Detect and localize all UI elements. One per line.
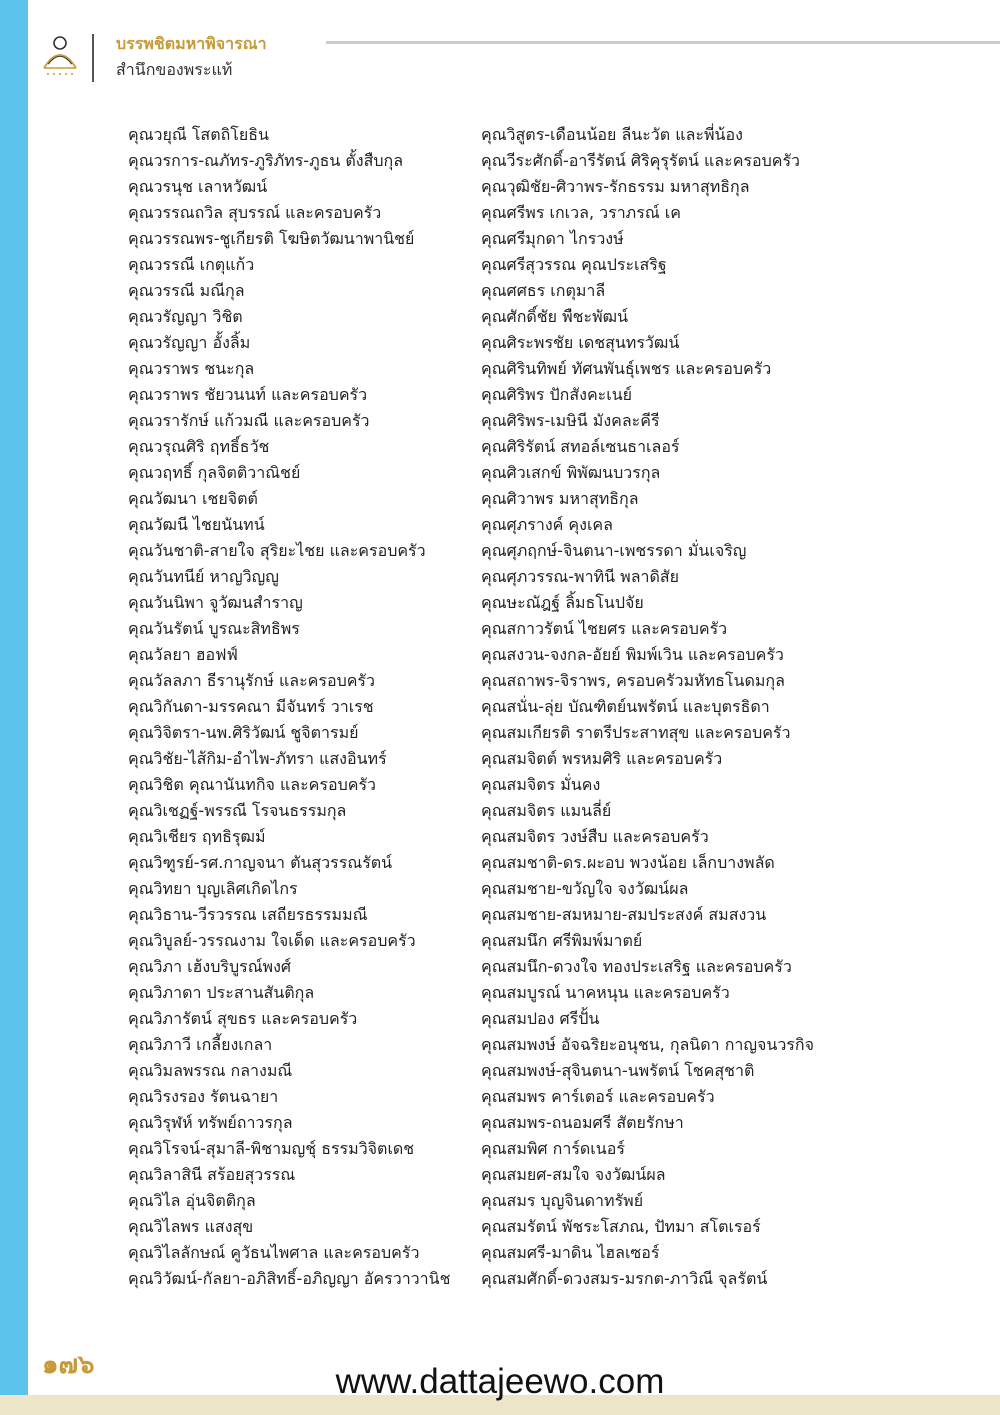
name-entry: คุณศิริรัตน์ สทอล์เซนธาเลอร์ [481,437,680,456]
header-title: บรรพชิตมหาพิจารณา [116,34,267,53]
name-entry: คุณวิฑูรย์-รศ.กาญจนา ตันสุวรรณรัตน์ [128,853,393,872]
name-entry: คุณสมปอง ศรีปั้น [481,1009,600,1028]
name-entry: คุณวรรณี เกตุแก้ว [128,255,255,274]
name-entry: คุณสมพิศ การ์ดเนอร์ [481,1139,625,1158]
name-entry: คุณศุภรางค์ คุงเคล [481,515,613,534]
name-entry: คุณสมจิตต์ พรหมศิริ และครอบครัว [481,749,723,768]
name-entry: คุณสมร บุญจินดาทรัพย์ [481,1191,644,1210]
name-entry: คุณศุภฤกษ์-จินตนา-เพชรรดา มั่นเจริญ [481,541,747,560]
name-entry: คุณสมพร คาร์เตอร์ และครอบครัว [481,1087,715,1106]
name-entry: คุณวุฒิชัย-ศิวาพร-รักธรรม มหาสุทธิกุล [481,177,750,196]
name-entry: คุณวิภาวี เกลี้ยงเกลา [128,1035,273,1054]
name-entry: คุณวรัญญา อั้งลิ้ม [128,333,251,352]
name-entry: คุณศิริพร ปักสังคะเนย์ [481,385,633,404]
name-entry: คุณวรัญญา วิชิต [128,307,243,326]
name-entry: คุณสมรัตน์ พัชระโสภณ, ปัทมา สโตเรอร์ [481,1217,761,1236]
name-entry: คุณวรรณถวิล สุบรรณ์ และครอบครัว [128,203,382,222]
page-header [40,28,1000,88]
name-entry: คุณสมพงษ์-สุจินตนา-นพรัตน์ โชคสุชาติ [481,1061,755,1080]
name-entry: คุณวัฒนี ไชยนันทน์ [128,515,265,534]
name-entry: คุณวีระศักดิ์-อารีรัตน์ ศิริคุรุรัตน์ และครอบครัว [481,151,801,170]
name-entry: คุณสมพงษ์ อัจฉริยะอนุชน, กุลนิดา กาญจนวรกิจ [481,1035,814,1054]
names-column-left [128,122,473,1292]
name-entry: คุณวันนิพา จูวัฒนสำราญ [128,593,303,612]
name-entry: คุณศรีมุกดา ไกรวงษ์ [481,229,624,248]
name-entry: คุณวิโรจน์-สุมาลี-พิชามญชุ์ ธรรมวิจิตเดช [128,1139,415,1158]
name-entry: คุณวิวัฒน์-กัลยา-อภิสิทธิ์-อภิญญา อัครวาวานิช [128,1269,451,1288]
name-entry: คุณวันชาติ-สายใจ สุริยะไชย และครอบครัว [128,541,426,560]
name-entry: คุณศรีสุวรรณ คุณประเสริฐ [481,255,667,274]
name-entry: คุณวราพร ชัยวนนท์ และครอบครัว [128,385,368,404]
name-entry: คุณศิริพร-เมษินี มังคละคีรี [481,411,660,430]
name-entry: คุณวิชัย-ไส้กิม-อำไพ-ภัทรา แสงอินทร์ [128,749,387,768]
name-entry: คุณวิภารัตน์ สุขธร และครอบครัว [128,1009,358,1028]
name-entry: คุณสมบูรณ์ นาคหนุน และครอบครัว [481,983,730,1002]
name-entry: คุณวิรุฬห์ ทรัพย์ถาวรกุล [128,1113,293,1132]
header-rule [326,41,1000,44]
name-entry: คุณสมจิตร วงษ์สืบ และครอบครัว [481,827,709,846]
name-entry: คุณวรุณศิริ ฤทธิ์ธวัช [128,437,270,456]
name-entry: คุณสมจิตร มั่นคง [481,775,601,794]
website-url: www.dattajeewo.com [335,1362,665,1401]
name-entry: คุณวิรงรอง รัตนฉายา [128,1087,279,1106]
name-entry: คุณสนั่น-ลุ่ย บัณฑิตย์นพรัตน์ และบุตรธิดา [481,697,770,716]
name-entry: คุณวิจิตรา-นพ.ศิริวัฒน์ ชูจิตารมย์ [128,723,359,742]
name-entry: คุณวยุณี โสตถิโยธิน [128,125,269,144]
name-entry: คุณวิเชฏฐ์-พรรณี โรจนธรรมกุล [128,801,347,820]
monk-arch-logo-icon [40,34,80,78]
name-entry: คุณวรรณพร-ชูเกียรติ โฆษิตวัฒนาพานิชย์ [128,229,415,248]
name-entry: คุณวิกันดา-มรรคณา มีจันทร์ วาเรช [128,697,374,716]
name-entry: คุณสมเกียรติ ราตรีประสาทสุข และครอบครัว [481,723,791,742]
name-entry: คุณวิสูตร-เดือนน้อย ลีนะวัต และพี่น้อง [481,125,743,144]
name-entry: คุณวิไลพร แสงสุข [128,1217,254,1236]
name-entry: คุณวรรณี มณีกุล [128,281,245,300]
name-entry: คุณสมยศ-สมใจ จงวัฒน์ผล [481,1165,666,1184]
name-entry: คุณศิระพรชัย เดชสุนทรวัฒน์ [481,333,680,352]
names-column-right [481,122,821,1292]
name-entry: คุณสมชาติ-ดร.ผะอบ พวงน้อย เล็กบางพลัด [481,853,775,872]
name-entry: คุณสมศรี-มาดิน ไฮลเซอร์ [481,1243,660,1262]
name-entry: คุณวันรัตน์ บูรณะสิทธิพร [128,619,300,638]
name-entry: คุณวราพร ชนะกุล [128,359,255,378]
name-entry: คุณศิรินทิพย์ ทัศนพันธุ์เพชร และครอบครัว [481,359,772,378]
name-entry: คุณสมนึก ศรีพิมพ์มาตย์ [481,931,643,950]
name-entry: คุณศุภวรรณ-พาทินี พลาดิสัย [481,567,680,586]
name-entry: คุณวิภา เฮ้งบริบูรณ์พงศ์ [128,957,292,976]
name-entry: คุณวัลลภา ธีรานุรักษ์ และครอบครัว [128,671,376,690]
name-entry: คุณวฤทธิ์ กุลจิตติวาณิชย์ [128,463,301,482]
header-subtitle: สำนึกของพระแท้ [116,60,233,79]
name-entry: คุณสมนึก-ดวงใจ ทองประเสริฐ และครอบครัว [481,957,792,976]
name-entry: คุณสมพร-ถนอมศรี สัตยรักษา [481,1113,684,1132]
name-entry: คุณวรนุช เลาหวัฒน์ [128,177,268,196]
name-entry: คุณวิเชียร ฤทธิรุฒม์ [128,827,266,846]
name-entry: คุณษะณัฎฐ์ ลิ้มธโนปจัย [481,593,644,612]
name-entry: คุณสมศักดิ์-ดวงสมร-มรกต-ภาวิณี จุลรัตน์ [481,1269,768,1288]
name-entry: คุณวัลยา ฮอฟฟ์ [128,645,238,664]
name-entry: คุณวิมลพรรณ กลางมณี [128,1061,293,1080]
name-entry: คุณศศธร เกตุมาลี [481,281,606,300]
page-number: ๑๗๖ [42,1350,95,1380]
name-entry: คุณวิทยา บุญเลิศเกิดไกร [128,879,298,898]
name-entry: คุณวิธาน-วีรวรรณ เสถียรธรรมมณี [128,905,368,924]
name-entry: คุณวิบูลย์-วรรณงาม ใจเด็ด และครอบครัว [128,931,416,950]
name-entry: คุณสมชาย-ขวัญใจ จงวัฒน์ผล [481,879,689,898]
name-entry: คุณสถาพร-จิราพร, ครอบครัวมหัทธโนดมกุล [481,671,785,690]
name-entry: คุณศิวเสกข์ พิพัฒนบวรกุล [481,463,661,482]
name-entry: คุณวิไลลักษณ์ คูวัธนไพศาล และครอบครัว [128,1243,420,1262]
name-entry: คุณสกาวรัตน์ ไชยศร และครอบครัว [481,619,728,638]
name-entry: คุณสมชาย-สมหมาย-สมประสงค์ สมสงวน [481,905,767,924]
name-entry: คุณศักดิ์ชัย พืชะพัฒน์ [481,307,629,326]
name-entry: คุณวันทนีย์ หาญวิญญู [128,567,279,586]
name-entry: คุณวิไล อุ่นจิตติกุล [128,1191,256,1210]
name-entry: คุณสมจิตร แมนลี่ย์ [481,801,612,820]
left-accent-bar [0,0,28,1395]
name-entry: คุณวัฒนา เชยจิตต์ [128,489,258,508]
name-entry: คุณวิชิต คุณานันทกิจ และครอบครัว [128,775,377,794]
name-entry: คุณวรการ-ณภัทร-ภูริภัทร-ภูธน ตั้งสืบกุล [128,151,404,170]
name-entry: คุณศรีพร เกเวล, วราภรณ์ เค [481,203,681,222]
name-entry: คุณศิวาพร มหาสุทธิกุล [481,489,639,508]
name-entry: คุณวิภาดา ประสานสันติกุล [128,983,315,1002]
name-entry: คุณวิลาสินี สร้อยสุวรรณ [128,1165,296,1184]
name-entry: คุณสงวน-จงกล-อัยย์ พิมพ์เวิน และครอบครัว [481,645,784,664]
header-divider [92,34,94,82]
name-entry: คุณวรารักษ์ แก้วมณี และครอบครัว [128,411,370,430]
